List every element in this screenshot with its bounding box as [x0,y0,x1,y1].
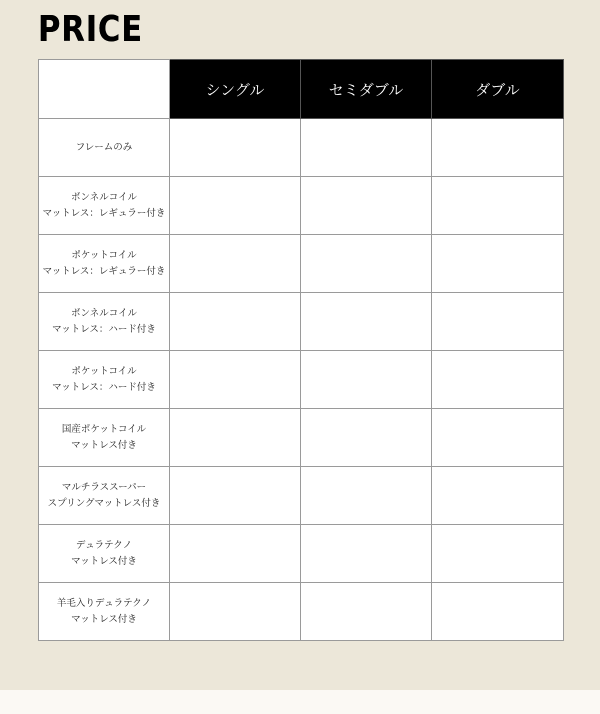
corner-cell [39,60,170,119]
table-row [39,119,564,177]
price-cell [432,293,564,351]
row-label: ボンネルコイル マットレス：レギュラー付き [39,177,170,235]
price-cell [301,351,432,409]
table-row [39,293,564,351]
title-text: PRICE [38,9,143,50]
row-label: 羊毛入りデュラテクノ マットレス付き [39,583,170,641]
price-cell [170,467,301,525]
price-cell [170,235,301,293]
row-label: デュラテクノ マットレス付き [39,525,170,583]
column-header-double: ダブル [432,60,564,119]
row-label: ボンネルコイル マットレス：ハード付き [39,293,170,351]
price-cell [170,351,301,409]
row-label: ポケットコイル マットレス：レギュラー付き [39,235,170,293]
table-row [39,177,564,235]
table-row [39,409,564,467]
table-row [39,351,564,409]
price-cell [170,583,301,641]
table-row [39,583,564,641]
price-cell [432,119,564,177]
header-row [39,60,564,119]
price-table [38,59,564,641]
price-cell [432,351,564,409]
price-cell [170,525,301,583]
price-cell [301,293,432,351]
row-label: 国産ポケットコイル マットレス付き [39,409,170,467]
price-cell [170,177,301,235]
row-label: フレームのみ [39,119,170,177]
price-cell [301,525,432,583]
row-label: ポケットコイル マットレス：ハード付き [39,351,170,409]
column-header-single: シングル [170,60,301,119]
price-cell [432,583,564,641]
price-cell [432,235,564,293]
price-cell [432,409,564,467]
price-cell [301,467,432,525]
page-title [38,9,143,50]
price-cell [170,119,301,177]
price-cell [432,177,564,235]
price-cell [170,293,301,351]
table-row [39,235,564,293]
table-row [39,525,564,583]
price-cell [301,235,432,293]
price-cell [432,525,564,583]
price-cell [170,409,301,467]
price-cell [432,467,564,525]
price-cell [301,119,432,177]
table-row [39,467,564,525]
bottom-band [0,690,600,714]
price-cell [301,583,432,641]
price-cell [301,177,432,235]
column-header-semi-double: セミダブル [301,60,432,119]
price-cell [301,409,432,467]
row-label: マルチラススーパー スプリングマットレス付き [39,467,170,525]
